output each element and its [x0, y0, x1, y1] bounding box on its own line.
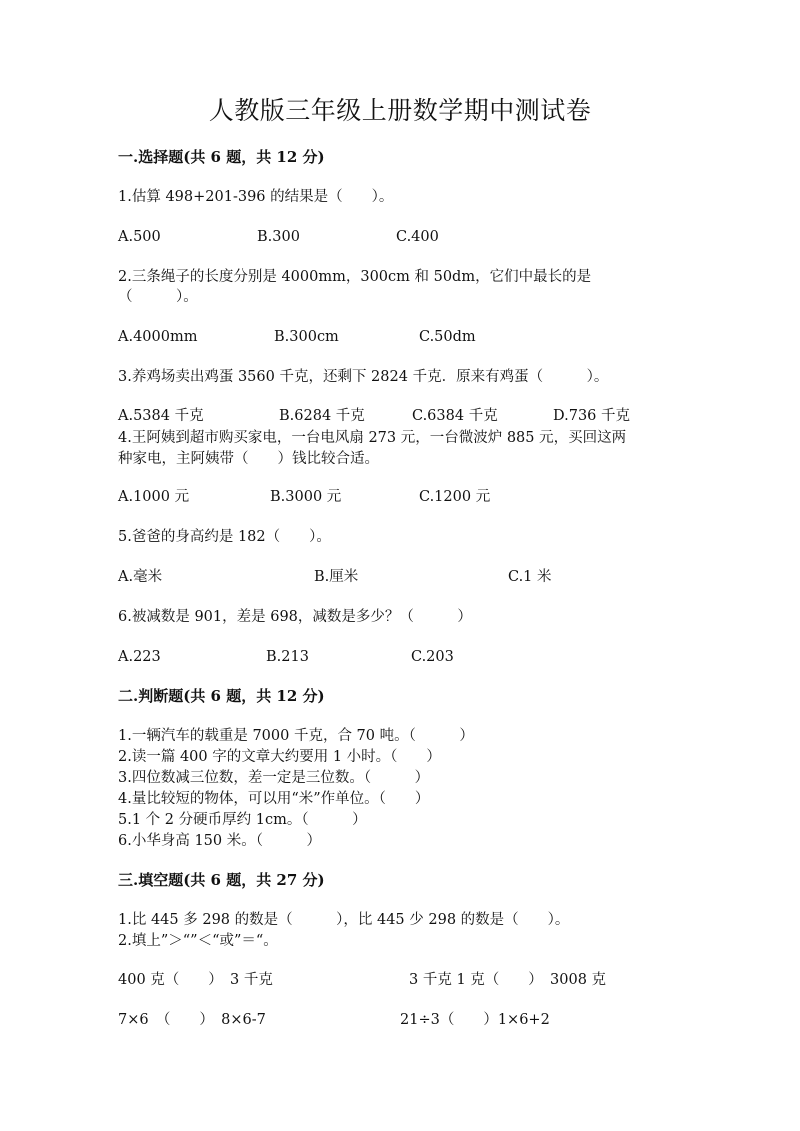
- option-a: A.1000 元: [118, 489, 190, 505]
- question-text: 2.三条绳子的长度分别是 4000mm，300cm 和 50dm，它们中最长的是: [118, 269, 592, 285]
- option-c: C.203: [411, 649, 454, 665]
- question-text: 1.估算 498+201-396 的结果是（ ）。: [118, 189, 394, 205]
- fill-item: 1.比 445 多 298 的数是（ ），比 445 少 298 的数是（ ）。: [118, 912, 570, 928]
- compare-item: 21÷3（ ）1×6+2: [400, 1012, 550, 1028]
- question-text-continued: （ ）。: [118, 289, 198, 305]
- option-c: C.50dm: [419, 329, 476, 345]
- judge-item: 1.一辆汽车的载重是 7000 千克，合 70 吨。（ ）: [118, 728, 474, 744]
- option-a: A.223: [118, 649, 161, 665]
- option-b: B.6284 千克: [279, 408, 365, 424]
- option-c: C.1200 元: [419, 489, 491, 505]
- option-c: C.6384 千克: [412, 408, 498, 424]
- fill-item: 2.填上”＞“”＜“或”＝“。: [118, 933, 278, 949]
- section-heading-choice: 一.选择题(共 6 题，共 12 分): [118, 148, 325, 166]
- option-c: C.1 米: [508, 569, 552, 585]
- option-a: A.5384 千克: [118, 408, 204, 424]
- judge-item: 3.四位数减三位数，差一定是三位数。（ ）: [118, 770, 430, 786]
- section-heading-fill: 三.填空题(共 6 题，共 27 分): [118, 871, 325, 889]
- judge-item: 6.小华身高 150 米。（ ）: [118, 833, 321, 849]
- option-d: D.736 千克: [553, 408, 631, 424]
- option-a: A.毫米: [118, 569, 163, 585]
- judge-item: 2.读一篇 400 字的文章大约要用 1 小时。（ ）: [118, 749, 441, 765]
- option-a: A.500: [118, 229, 161, 245]
- option-b: B.300cm: [274, 329, 339, 345]
- page-title: 人教版三年级上册数学期中测试卷: [208, 96, 592, 125]
- judge-item: 4.量比较短的物体，可以用“米”作单位。（ ）: [118, 791, 430, 807]
- question-text-continued: 种家电，主阿姨带（ ）钱比较合适。: [118, 451, 379, 467]
- question-text: 4.王阿姨到超市购买家电，一台电风扇 273 元，一台微波炉 885 元，买回这两: [118, 430, 627, 446]
- question-text: 6.被减数是 901，差是 698，减数是多少？（ ）: [118, 609, 472, 625]
- question-text: 3.养鸡场卖出鸡蛋 3560 千克，还剩下 2824 千克．原来有鸡蛋（ ）。: [118, 369, 609, 385]
- judge-item: 5.1 个 2 分硬币厚约 1cm。（ ）: [118, 812, 367, 828]
- compare-item: 400 克（ ） 3 千克: [118, 972, 273, 988]
- option-a: A.4000mm: [118, 329, 198, 345]
- option-b: B.厘米: [314, 569, 359, 585]
- compare-item: 7×6 （ ） 8×6-7: [118, 1012, 266, 1028]
- option-b: B.213: [266, 649, 309, 665]
- question-text: 5.爸爸的身高约是 182（ ）。: [118, 529, 331, 545]
- option-c: C.400: [396, 229, 439, 245]
- compare-item: 3 千克 1 克（ ） 3008 克: [409, 972, 607, 988]
- section-heading-judge: 二.判断题(共 6 题，共 12 分): [118, 687, 325, 705]
- option-b: B.3000 元: [270, 489, 342, 505]
- option-b: B.300: [257, 229, 300, 245]
